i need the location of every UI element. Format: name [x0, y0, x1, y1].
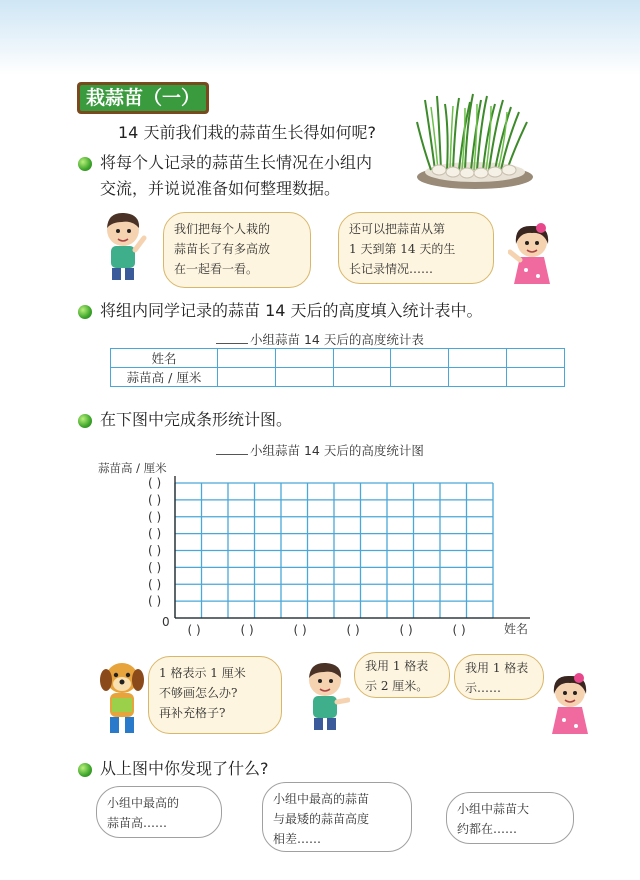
- x-axis-label: 姓名: [504, 622, 529, 636]
- green-bullet-icon: [78, 763, 92, 777]
- thought-cloud-2: [262, 782, 412, 852]
- dog-character-icon: [96, 658, 148, 738]
- y-tick-blank[interactable]: ( ): [148, 543, 162, 558]
- cloud-line: 小组中蒜苗大: [457, 802, 530, 816]
- table-caption-text: 小组蒜苗 14 天后的高度统计表: [250, 332, 424, 347]
- bubble-line: 再补充格子?: [159, 706, 226, 720]
- task4-text: 从上图中你发现了什么?: [100, 759, 269, 778]
- table-cell[interactable]: [333, 349, 391, 368]
- table-cell[interactable]: [218, 368, 276, 387]
- y-tick-blank[interactable]: ( ): [148, 577, 162, 592]
- x-name-blank[interactable]: ( ): [399, 623, 413, 637]
- y-tick-blank[interactable]: ( ): [148, 560, 162, 575]
- task2-text: 将组内同学记录的蒜苗 14 天后的高度填入统计表中。: [100, 301, 483, 320]
- table-row: [111, 368, 565, 387]
- bubble-line: 在一起看一看。: [174, 262, 259, 276]
- table-cell[interactable]: [449, 368, 507, 387]
- cloud-line: 小组中最高的: [107, 796, 180, 810]
- x-name-blank[interactable]: ( ): [187, 623, 201, 637]
- y-tick-blank[interactable]: ( ): [148, 594, 162, 609]
- thought-cloud-3: [446, 792, 574, 844]
- table-cell[interactable]: [275, 368, 333, 387]
- table-cell[interactable]: [391, 368, 449, 387]
- green-bullet-icon: [78, 414, 92, 428]
- cloud-line: 与最矮的蒜苗高度: [273, 812, 370, 826]
- row-header-height: 蒜苗高 / 厘米: [111, 368, 218, 387]
- table-cell[interactable]: [333, 368, 391, 387]
- cloud-line: 相差……: [273, 832, 322, 846]
- bubble-line: 长记录情况……: [349, 262, 434, 276]
- boy-character-icon: [98, 210, 148, 282]
- bar-chart-grid: [90, 458, 540, 648]
- bubble-line: 1 格表示 1 厘米: [159, 666, 246, 680]
- speech-bubble-girl-1: [338, 212, 494, 284]
- x-name-blank[interactable]: ( ): [240, 623, 254, 637]
- y-tick-blank[interactable]: ( ): [148, 509, 162, 524]
- bubble-line: 蒜苗长了有多高放: [174, 242, 271, 256]
- y-tick-blank[interactable]: ( ): [148, 492, 162, 507]
- bubble-line: 1 天到第 14 天的生: [349, 242, 456, 256]
- chart-caption: [216, 441, 424, 459]
- bubble-line: 不够画怎么办?: [159, 686, 238, 700]
- speech-bubble-dog: [148, 656, 282, 734]
- speech-bubble-boy-2: [354, 652, 450, 698]
- bubble-line: 示 2 厘米。: [365, 679, 429, 693]
- task3-text: 在下图中完成条形统计图。: [100, 410, 293, 429]
- chart-caption-text: 小组蒜苗 14 天后的高度统计图: [250, 443, 424, 458]
- table-cell[interactable]: [507, 349, 565, 368]
- table-cell[interactable]: [218, 349, 276, 368]
- origin-label: 0: [162, 615, 170, 629]
- cloud-line: 约都在……: [457, 822, 518, 836]
- table-cell[interactable]: [275, 349, 333, 368]
- intro-question: 14 天前我们栽的蒜苗生长得如何呢?: [118, 123, 376, 142]
- x-name-blank[interactable]: ( ): [452, 623, 466, 637]
- bubble-line: 我们把每个人栽的: [174, 222, 271, 236]
- table-cell[interactable]: [449, 349, 507, 368]
- height-stat-table: [110, 348, 565, 387]
- table-cell[interactable]: [507, 368, 565, 387]
- table-row: [111, 349, 565, 368]
- group-name-blank: [216, 343, 248, 344]
- bubble-line: 还可以把蒜苗从第: [349, 222, 446, 236]
- section-title-text: 栽蒜苗（一）: [80, 85, 206, 111]
- garlic-sprouts-image: [415, 92, 535, 192]
- table-caption: [216, 330, 424, 348]
- task1-line2: 交流，并说说准备如何整理数据。: [100, 179, 341, 198]
- green-bullet-icon: [78, 305, 92, 319]
- task1-line1: 将每个人记录的蒜苗生长情况在小组内: [100, 153, 373, 172]
- bubble-line: 我用 1 格表: [465, 661, 529, 675]
- y-tick-blank[interactable]: ( ): [148, 526, 162, 541]
- group-name-blank: [216, 454, 248, 455]
- y-tick-blank[interactable]: ( ): [148, 476, 162, 490]
- table-cell[interactable]: [391, 349, 449, 368]
- x-name-blank[interactable]: ( ): [293, 623, 307, 637]
- cloud-line: 蒜苗高……: [107, 816, 168, 830]
- girl-character-icon: [508, 222, 556, 292]
- bubble-line: 我用 1 格表: [365, 659, 429, 673]
- cloud-line: 小组中最高的蒜苗: [273, 792, 370, 806]
- bubble-line: 示……: [465, 681, 502, 695]
- speech-bubble-girl-2: [454, 654, 544, 700]
- section-title: [77, 82, 209, 114]
- row-header-name: 姓名: [111, 349, 218, 368]
- y-axis-label: 蒜苗高 / 厘米: [98, 461, 167, 475]
- x-name-blank[interactable]: ( ): [346, 623, 360, 637]
- speech-bubble-boy-1: [163, 212, 311, 288]
- boy-character-icon: [300, 660, 350, 732]
- thought-cloud-1: [96, 786, 222, 838]
- girl-character-icon: [546, 672, 594, 742]
- green-bullet-icon: [78, 157, 92, 171]
